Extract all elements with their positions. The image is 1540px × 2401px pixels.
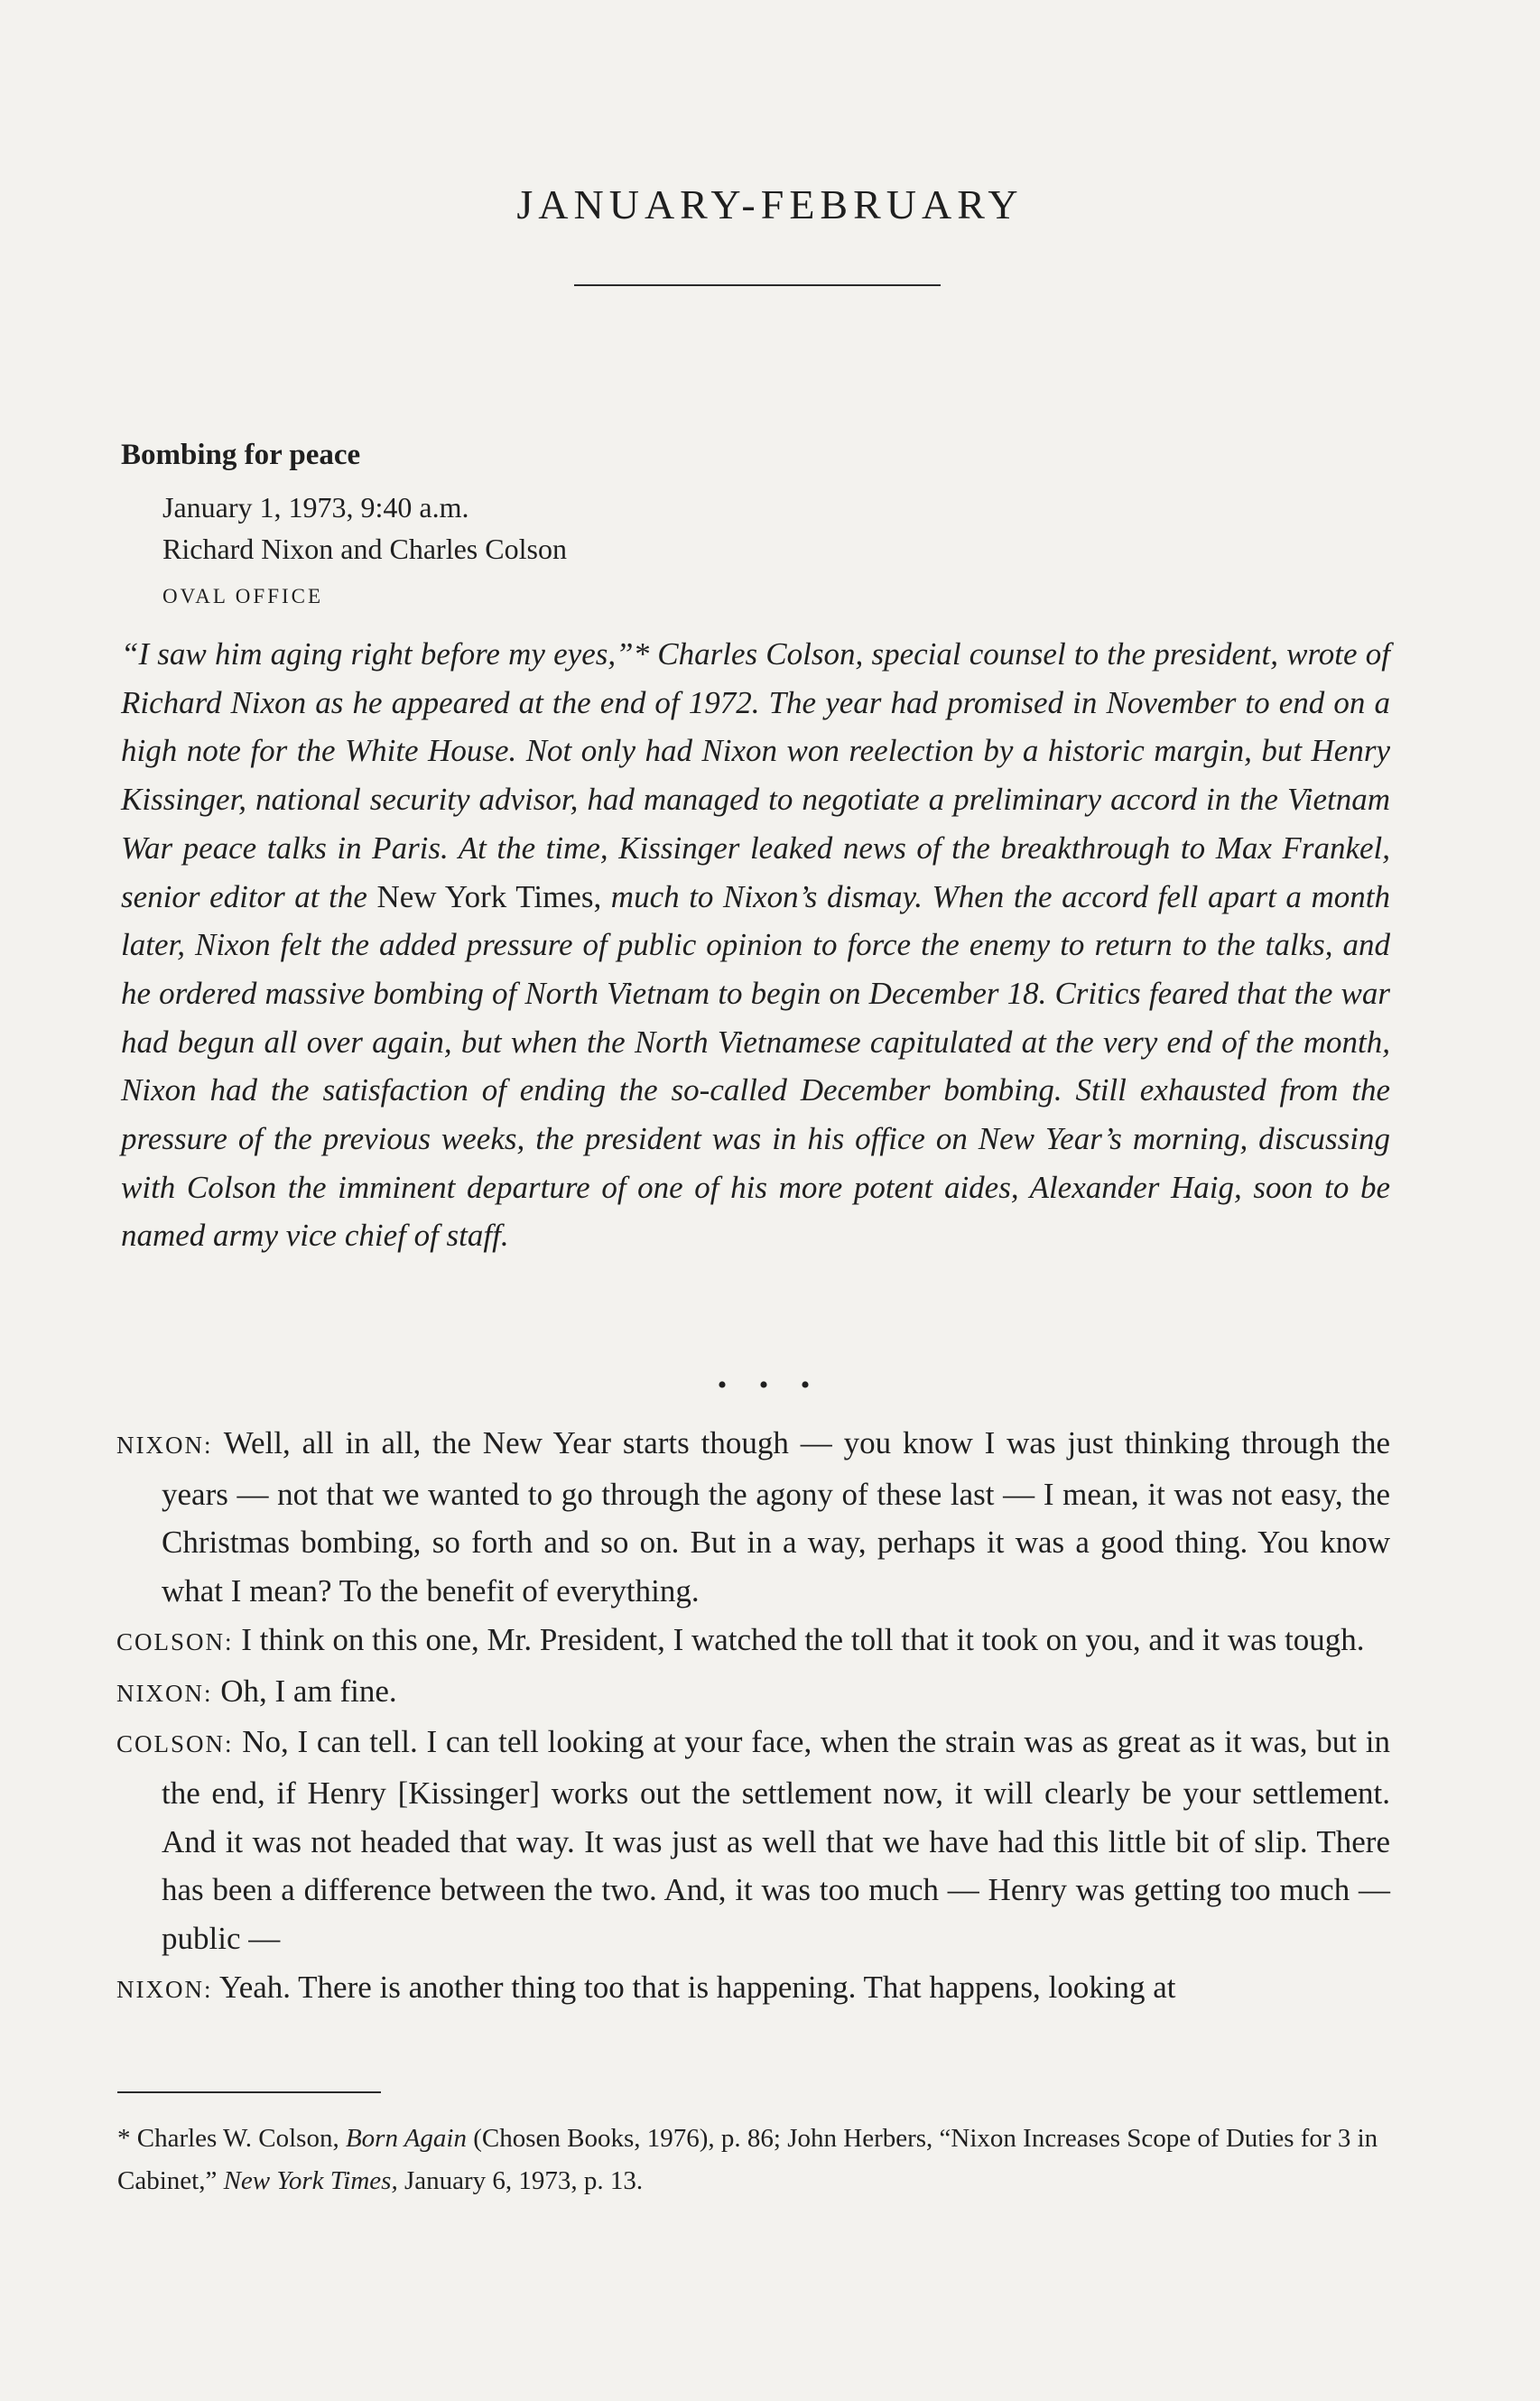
- dialogue-text: No, I can tell. I can tell looking at your face, when the strain was as great as it was, but in the end, if Henry [Kissinger] works out the settlement now, it will clearly be your settlement. And it was not headed that way. It was just as well that we have had this little bit of slip. There has been a difference between the two. And, it was too much — Henry was getting too much — public —: [162, 1724, 1390, 1957]
- chapter-title-rule: [574, 284, 941, 286]
- intro-newspaper-name: New York Times,: [366, 878, 602, 914]
- section-separator: • • •: [717, 1370, 823, 1400]
- footnote-newspaper-title: New York Times,: [223, 2166, 398, 2195]
- dialogue-text: Oh, I am fine.: [212, 1673, 397, 1709]
- transcript-line: [116, 1419, 1390, 1616]
- footnote-text-part-1: * Charles W. Colson,: [117, 2124, 346, 2153]
- dialogue-text: Yeah. There is another thing too that is happening. That happens, looking at: [212, 1969, 1176, 2005]
- footnote: [117, 2118, 1390, 2202]
- conversation-participants: Richard Nixon and Charles Colson: [162, 533, 567, 565]
- speaker-label: NIXON:: [116, 1432, 213, 1459]
- footnote-text-part-3: January 6, 1973, p. 13.: [397, 2166, 644, 2195]
- intro-paragraph: [121, 630, 1390, 1260]
- intro-text-part-1: “I saw him aging right before my eyes,”* Charles Colson, special counsel to the president, wrote of Richard Nixon as he appeared at the end of 1972. The year had promised in November to end on a high note for the White House. Not only had Nixon won reelection by a historic margin, but Henry Kissinger, national security advisor, had managed to negotiate a preliminary accord in the Vietnam War peace talks in Paris. At the time, Kissinger leaked news of the breakthrough to Max Frankel, senior editor at the: [121, 636, 1390, 914]
- transcript-line: [116, 1667, 1390, 1719]
- speaker-label: COLSON:: [116, 1730, 234, 1758]
- footnote-rule: [117, 2091, 381, 2093]
- footnote-text-part-2: (Chosen Books, 1976), p. 86; John Herbers, “Nixon Increases Scope of Duties for 3 in Cabinet,”: [117, 2124, 1378, 2195]
- transcript: [116, 1419, 1390, 2014]
- transcript-line: [116, 1963, 1390, 2015]
- speaker-label: COLSON:: [116, 1627, 234, 1655]
- transcript-line: [116, 1718, 1390, 1963]
- dialogue-text: I think on this one, Mr. President, I watched the toll that it took on you, and it was tough.: [233, 1621, 1365, 1657]
- chapter-title: JANUARY-FEBRUARY: [516, 181, 1024, 227]
- speaker-label: NIXON:: [116, 1975, 213, 2003]
- conversation-location: OVAL OFFICE: [162, 585, 324, 607]
- section-heading: Bombing for peace: [121, 439, 361, 471]
- conversation-date: January 1, 1973, 9:40 a.m.: [162, 491, 469, 524]
- dialogue-text: Well, all in all, the New Year starts though — you know I was just thinking through the years — not that we wanted to go through the agony of these last — I mean, it was not easy, the Christmas bombing, so forth and so on. But in a way, perhaps it was a good thing. You know what I mean? To the benefit of everything.: [162, 1425, 1390, 1609]
- transcript-line: [116, 1616, 1390, 1667]
- intro-text-part-2: much to Nixon’s dismay. When the accord fell apart a month later, Nixon felt the added pressure of public opinion to force the enemy to return to the talks, and he ordered massive bombing of North Vietnam to begin on December 18. Critics feared that the war had begun all over again, but when the North Vietnamese capitulated at the very end of the month, Nixon had the satisfaction of ending the so-called December bombing. Still exhausted from the pressure of the previous weeks, the president was in his office on New Year’s morning, discussing with Colson the imminent departure of one of his more potent aides, Alexander Haig, soon to be named army vice chief of staff.: [121, 878, 1390, 1254]
- speaker-label: NIXON:: [116, 1679, 213, 1707]
- footnote-book-title: Born Again: [345, 2124, 467, 2153]
